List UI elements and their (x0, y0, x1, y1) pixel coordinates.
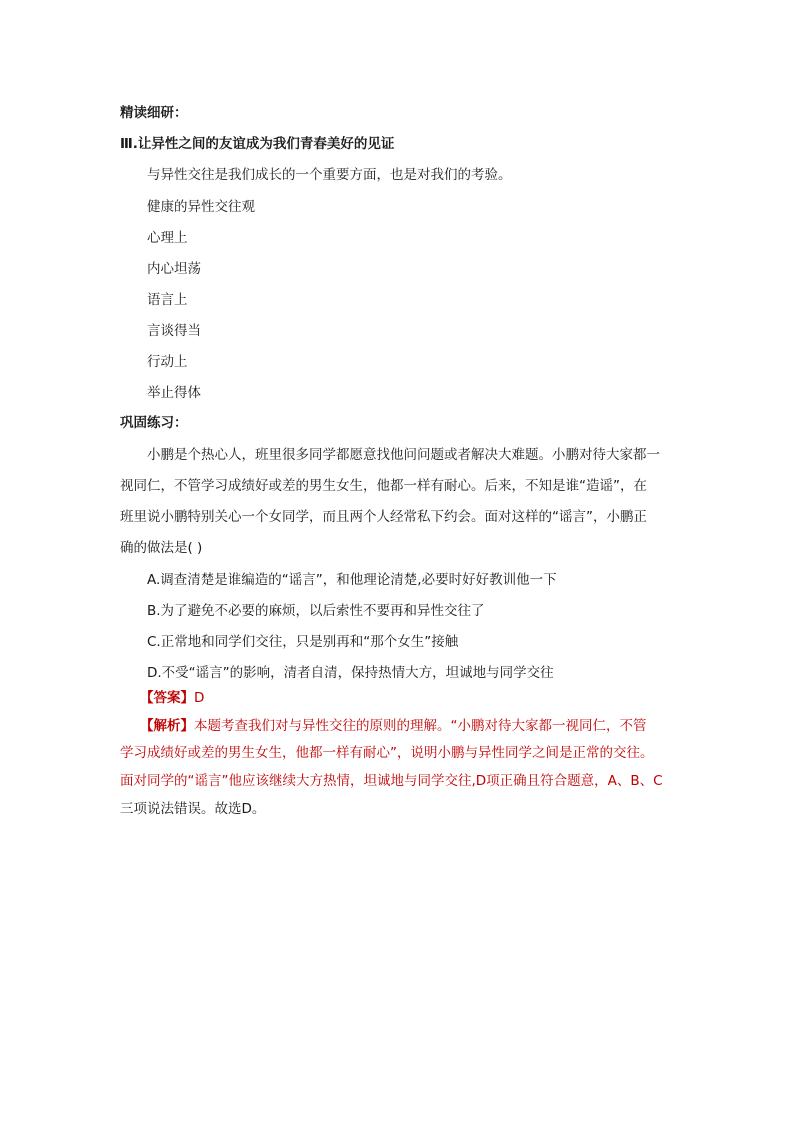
option-d: D.不受“谣言”的影响，清者自清，保持热情大方，坦诚地与同学交往 (147, 665, 554, 681)
list-item: 语言上 (147, 292, 188, 308)
list-item: 行动上 (147, 354, 188, 370)
analysis-line: 面对同学的“谣言”他应该继续大方热情，坦诚地与同学交往,D项正确且符合题意，A、B、C (120, 773, 663, 789)
question-line: 小鹏是个热心人，班里很多同学都愿意找他问问题或者解决大难题。小鹏对待大家都一 (147, 447, 660, 463)
question-line: 确的做法是( ) (120, 540, 203, 556)
analysis-text: 本题考查我们对与异性交往的原则的理解。“小鹏对待大家都一视同仁，不管 (194, 718, 647, 734)
answer-label: 【答案】 (140, 690, 194, 706)
answer-line (140, 688, 204, 708)
intro-text: 与异性交往是我们成长的一个重要方面，也是对我们的考验。 (147, 167, 512, 183)
analysis-line (140, 716, 647, 736)
option-b: B.为了避免不必要的麻烦，以后索性不要再和异性交往了 (147, 603, 485, 619)
list-item: 健康的异性交往观 (147, 199, 255, 215)
intensive-reading-heading: 精读细研： (120, 105, 188, 121)
option-c: C.正常地和同学们交往，只是别再和“那个女生”接触 (147, 634, 459, 650)
analysis-line: 学习成绩好或差的男生女生，他都一样有耐心”，说明小鹏与异性同学之间是正常的交往。 (120, 745, 654, 761)
section-title: Ⅲ.让异性之间的友谊成为我们青春美好的见证 (120, 136, 395, 152)
answer-value: D (194, 690, 205, 706)
list-item: 举止得体 (147, 385, 201, 401)
analysis-line: 三项说法错误。故选D。 (120, 801, 266, 817)
question-line: 班里说小鹏特别关心一个女同学，而且两个人经常私下约会。面对这样的“谣言”，小鹏正 (120, 509, 647, 525)
question-line: 视同仁，不管学习成绩好或差的男生女生，他都一样有耐心。后来，不知是谁“造谣”，在 (120, 478, 647, 494)
list-item: 心理上 (147, 230, 188, 246)
analysis-label: 【解析】 (140, 718, 194, 734)
list-item: 言谈得当 (147, 323, 201, 339)
practice-heading: 巩固练习： (120, 415, 188, 431)
option-a: A.调查清楚是谁编造的“谣言”，和他理论清楚,必要时好好教训他一下 (147, 572, 557, 588)
list-item: 内心坦荡 (147, 261, 201, 277)
